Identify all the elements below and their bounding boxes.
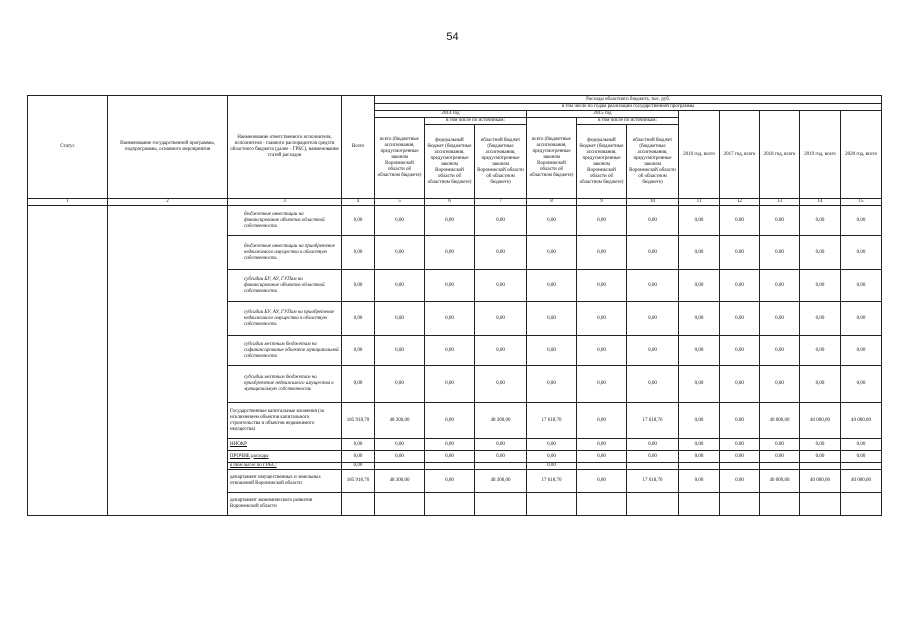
value-cell: 0,00: [679, 470, 720, 493]
value-cell: 0,00: [577, 206, 627, 236]
value-cell: 185 918,70: [342, 403, 375, 439]
value-cell: 0,00: [841, 366, 882, 403]
column-number: 7: [475, 199, 527, 206]
value-cell: 0,00: [800, 206, 841, 236]
value-cell: 0,00: [577, 366, 627, 403]
value-cell: 0,00: [679, 336, 720, 366]
column-number: 5: [375, 199, 425, 206]
value-cell: 0,00: [425, 439, 475, 451]
value-cell: 0,00: [527, 270, 577, 302]
value-cell: 0,00: [577, 470, 627, 493]
row-name-cell: департамент экономического развития Воронежской области: [228, 493, 342, 516]
value-cell: 0,00: [425, 270, 475, 302]
value-cell: 0,00: [841, 451, 882, 463]
value-cell: [800, 493, 841, 516]
value-cell: 0,00: [375, 236, 425, 270]
value-cell: 0,00: [527, 451, 577, 463]
value-cell: 0,00: [720, 302, 760, 336]
value-cell: 0,00: [375, 336, 425, 366]
value-cell: [425, 493, 475, 516]
value-cell: 0,00: [577, 236, 627, 270]
header-budget-caption: Расходы областного бюджета, тыс. руб.: [375, 96, 882, 104]
value-cell: 0,00: [679, 206, 720, 236]
value-cell: 40 000,00: [841, 470, 882, 493]
value-cell: 0,00: [475, 366, 527, 403]
row-name-cell: Государственные капитальные вложения (за исключением объектов капитального строительства и объектов недвижимого имущества): [228, 403, 342, 439]
row-name-cell: субсидии местным бюджетам на софинансирование объектов муниципальной собственности: [228, 336, 342, 366]
value-cell: 0,00: [527, 463, 577, 470]
value-cell: 0,00: [425, 470, 475, 493]
value-cell: [841, 463, 882, 470]
value-cell: 48 300,00: [475, 470, 527, 493]
row-name-cell: субсидии местным бюджетам на приобретение недвижимого имущества в муниципальную собственность: [228, 366, 342, 403]
value-cell: [800, 463, 841, 470]
column-number: 3: [228, 199, 342, 206]
value-cell: 0,00: [527, 336, 577, 366]
value-cell: 0,00: [375, 206, 425, 236]
value-cell: 48 300,00: [375, 470, 425, 493]
value-cell: 0,00: [425, 206, 475, 236]
header-col-federal-2014: федеральный бюджет (бюджетные ассигнования, предусмотренные законом Воронежской области об областном бюджете): [425, 125, 475, 199]
header-year-2015: 2015 год: [527, 111, 679, 118]
value-cell: 0,00: [841, 439, 882, 451]
value-cell: 40 000,00: [800, 403, 841, 439]
column-numbers-row: [28, 199, 882, 206]
value-cell: 0,00: [627, 236, 679, 270]
value-cell: 17 618,70: [527, 470, 577, 493]
row-name-cell: департамент имущественных и земельных отношений Воронежской области: [228, 470, 342, 493]
value-cell: 17 618,70: [627, 470, 679, 493]
value-cell: 0,00: [720, 470, 760, 493]
value-cell: [720, 463, 760, 470]
value-cell: 0,00: [425, 236, 475, 270]
value-cell: 0,00: [627, 302, 679, 336]
value-cell: [679, 463, 720, 470]
column-number: 12: [720, 199, 760, 206]
value-cell: 17 618,70: [527, 403, 577, 439]
value-cell: [841, 493, 882, 516]
value-cell: 0,00: [475, 336, 527, 366]
header-col-2017: 2017 год, всего: [720, 111, 760, 199]
value-cell: 0,00: [425, 336, 475, 366]
value-cell: 0,00: [720, 206, 760, 236]
value-cell: 40 000,00: [841, 403, 882, 439]
column-number: 1: [28, 199, 108, 206]
value-cell: 0,00: [760, 336, 800, 366]
value-cell: [342, 493, 375, 516]
row-name-cell: бюджетные инвестиции на финансирование объектов областной собственности: [228, 206, 342, 236]
value-cell: 0,00: [760, 366, 800, 403]
value-cell: 0,00: [760, 206, 800, 236]
value-cell: 0,00: [342, 366, 375, 403]
value-cell: 0,00: [627, 439, 679, 451]
value-cell: 0,00: [679, 366, 720, 403]
value-cell: [679, 493, 720, 516]
column-number: 2: [108, 199, 228, 206]
value-cell: 0,00: [800, 439, 841, 451]
value-cell: 0,00: [342, 206, 375, 236]
row-name-cell: ПРОЧИЕ расходы: [228, 451, 342, 463]
value-cell: 0,00: [342, 463, 375, 470]
header-status: Статус: [28, 96, 108, 199]
column-number: 4: [342, 199, 375, 206]
value-cell: 0,00: [720, 236, 760, 270]
value-cell: 0,00: [342, 302, 375, 336]
value-cell: 0,00: [577, 336, 627, 366]
value-cell: 185 918,70: [342, 470, 375, 493]
value-cell: 0,00: [475, 206, 527, 236]
value-cell: 0,00: [720, 366, 760, 403]
value-cell: 0,00: [375, 302, 425, 336]
value-cell: 0,00: [527, 302, 577, 336]
row-name-cell: в том числе по ГРБС:: [228, 463, 342, 470]
value-cell: [527, 493, 577, 516]
header-by-years: в том числе по годам реализации государственной программы: [375, 104, 882, 111]
header-col-2020: 2020 год, всего: [841, 111, 882, 199]
value-cell: 0,00: [342, 270, 375, 302]
value-cell: 0,00: [627, 206, 679, 236]
value-cell: 40 000,00: [760, 403, 800, 439]
value-cell: [577, 463, 627, 470]
column-number: 14: [800, 199, 841, 206]
column-number: 8: [527, 199, 577, 206]
value-cell: 0,00: [720, 336, 760, 366]
value-cell: [627, 493, 679, 516]
value-cell: 0,00: [679, 439, 720, 451]
header-col-regional-2015: областной бюджет (бюджетные ассигнования, предусмотренные законом Воронежской области об областном бюджете): [627, 125, 679, 199]
column-number: 13: [760, 199, 800, 206]
value-cell: [475, 463, 527, 470]
header-col-regional-2014: областной бюджет (бюджетные ассигнования, предусмотренные законом Воронежской области об областном бюджете): [475, 125, 527, 199]
value-cell: 0,00: [760, 439, 800, 451]
header-col-total-2014: всего (бюджетные ассигнования, предусмотренные законом Воронежской области об областном бюджете): [375, 118, 425, 199]
header-col-2016: 2016 год, всего: [679, 111, 720, 199]
column-number: 11: [679, 199, 720, 206]
budget-table: [27, 95, 882, 516]
value-cell: 0,00: [800, 451, 841, 463]
page-number: 54: [446, 31, 459, 43]
value-cell: 0,00: [841, 302, 882, 336]
value-cell: 0,00: [375, 366, 425, 403]
value-cell: [577, 493, 627, 516]
value-cell: 0,00: [342, 336, 375, 366]
value-cell: 0,00: [577, 302, 627, 336]
value-cell: [720, 493, 760, 516]
value-cell: 0,00: [800, 366, 841, 403]
header-col-total-2015: всего (бюджетные ассигнования, предусмотренные законом Воронежской области об областном бюджете): [527, 118, 577, 199]
header-col-federal-2015: федеральный бюджет (бюджетные ассигнования, предусмотренные законом Воронежской области об областном бюджете): [577, 125, 627, 199]
header-executor: Наименование ответственного исполнителя, исполнителя - главного распорядителя средств областного бюджета (далее - ГРБС), наименование статей расходов: [228, 96, 342, 199]
value-cell: 0,00: [425, 451, 475, 463]
header-col-2018: 2018 год, всего: [760, 111, 800, 199]
value-cell: [375, 493, 425, 516]
value-cell: 0,00: [800, 336, 841, 366]
value-cell: 0,00: [760, 451, 800, 463]
value-cell: 0,00: [720, 270, 760, 302]
value-cell: 0,00: [841, 206, 882, 236]
header-total: Всего: [342, 96, 375, 199]
value-cell: 0,00: [475, 236, 527, 270]
value-cell: 0,00: [800, 236, 841, 270]
row-name-cell: бюджетные инвестиции на приобретение недвижимого имущества в областную собственность: [228, 236, 342, 270]
value-cell: 0,00: [577, 270, 627, 302]
value-cell: 0,00: [720, 451, 760, 463]
row-name-cell: субсидии БУ, АУ, ГУПам на финансирование объектов областной собственности: [228, 270, 342, 302]
value-cell: 0,00: [375, 270, 425, 302]
value-cell: 0,00: [342, 439, 375, 451]
value-cell: [425, 463, 475, 470]
header-sources-2015: в том числе по источникам:: [577, 118, 679, 125]
row-name-cell: субсидии БУ, АУ, ГУПам на приобретение недвижимого имущества в областную собственность: [228, 302, 342, 336]
value-cell: 0,00: [475, 302, 527, 336]
value-cell: 0,00: [375, 439, 425, 451]
value-cell: 0,00: [627, 366, 679, 403]
value-cell: 0,00: [841, 336, 882, 366]
value-cell: 0,00: [760, 302, 800, 336]
header-col-2019: 2019 год, всего: [800, 111, 841, 199]
column-number: 10: [627, 199, 679, 206]
column-number: 9: [577, 199, 627, 206]
header-program-name: Наименование государственной программы, подпрограммы, основного мероприятия: [108, 96, 228, 199]
value-cell: 48 300,00: [375, 403, 425, 439]
value-cell: 0,00: [800, 302, 841, 336]
value-cell: 0,00: [679, 236, 720, 270]
row-name-cell: НИОКР: [228, 439, 342, 451]
value-cell: 0,00: [841, 270, 882, 302]
value-cell: 0,00: [527, 439, 577, 451]
column-number: 6: [425, 199, 475, 206]
value-cell: 0,00: [841, 236, 882, 270]
value-cell: 0,00: [375, 451, 425, 463]
value-cell: 0,00: [800, 270, 841, 302]
value-cell: [760, 463, 800, 470]
value-cell: 0,00: [342, 236, 375, 270]
value-cell: 0,00: [475, 439, 527, 451]
value-cell: 0,00: [425, 366, 475, 403]
value-cell: [475, 493, 527, 516]
value-cell: 0,00: [527, 366, 577, 403]
value-cell: [627, 463, 679, 470]
value-cell: 0,00: [627, 451, 679, 463]
value-cell: 0,00: [627, 270, 679, 302]
program-name-cell: [108, 206, 228, 516]
value-cell: 0,00: [577, 439, 627, 451]
value-cell: 0,00: [425, 403, 475, 439]
value-cell: 0,00: [760, 270, 800, 302]
value-cell: 40 000,00: [800, 470, 841, 493]
value-cell: 0,00: [527, 206, 577, 236]
column-number: 15: [841, 199, 882, 206]
value-cell: 0,00: [577, 403, 627, 439]
value-cell: [375, 463, 425, 470]
value-cell: 0,00: [425, 302, 475, 336]
header-sources-2014: в том числе по источникам:: [425, 118, 527, 125]
value-cell: 0,00: [577, 451, 627, 463]
value-cell: 0,00: [627, 336, 679, 366]
value-cell: 0,00: [679, 403, 720, 439]
value-cell: 0,00: [679, 270, 720, 302]
header-year-2014: 2014 год: [375, 111, 527, 118]
value-cell: [760, 493, 800, 516]
value-cell: 0,00: [527, 236, 577, 270]
value-cell: 48 300,00: [475, 403, 527, 439]
value-cell: 40 000,00: [760, 470, 800, 493]
table-row: [28, 206, 882, 236]
status-cell: [28, 206, 108, 516]
value-cell: 0,00: [720, 403, 760, 439]
value-cell: 0,00: [475, 451, 527, 463]
value-cell: 0,00: [679, 451, 720, 463]
value-cell: 0,00: [679, 302, 720, 336]
value-cell: 17 618,70: [627, 403, 679, 439]
value-cell: 0,00: [760, 236, 800, 270]
value-cell: 0,00: [475, 270, 527, 302]
value-cell: 0,00: [342, 451, 375, 463]
value-cell: 0,00: [720, 439, 760, 451]
